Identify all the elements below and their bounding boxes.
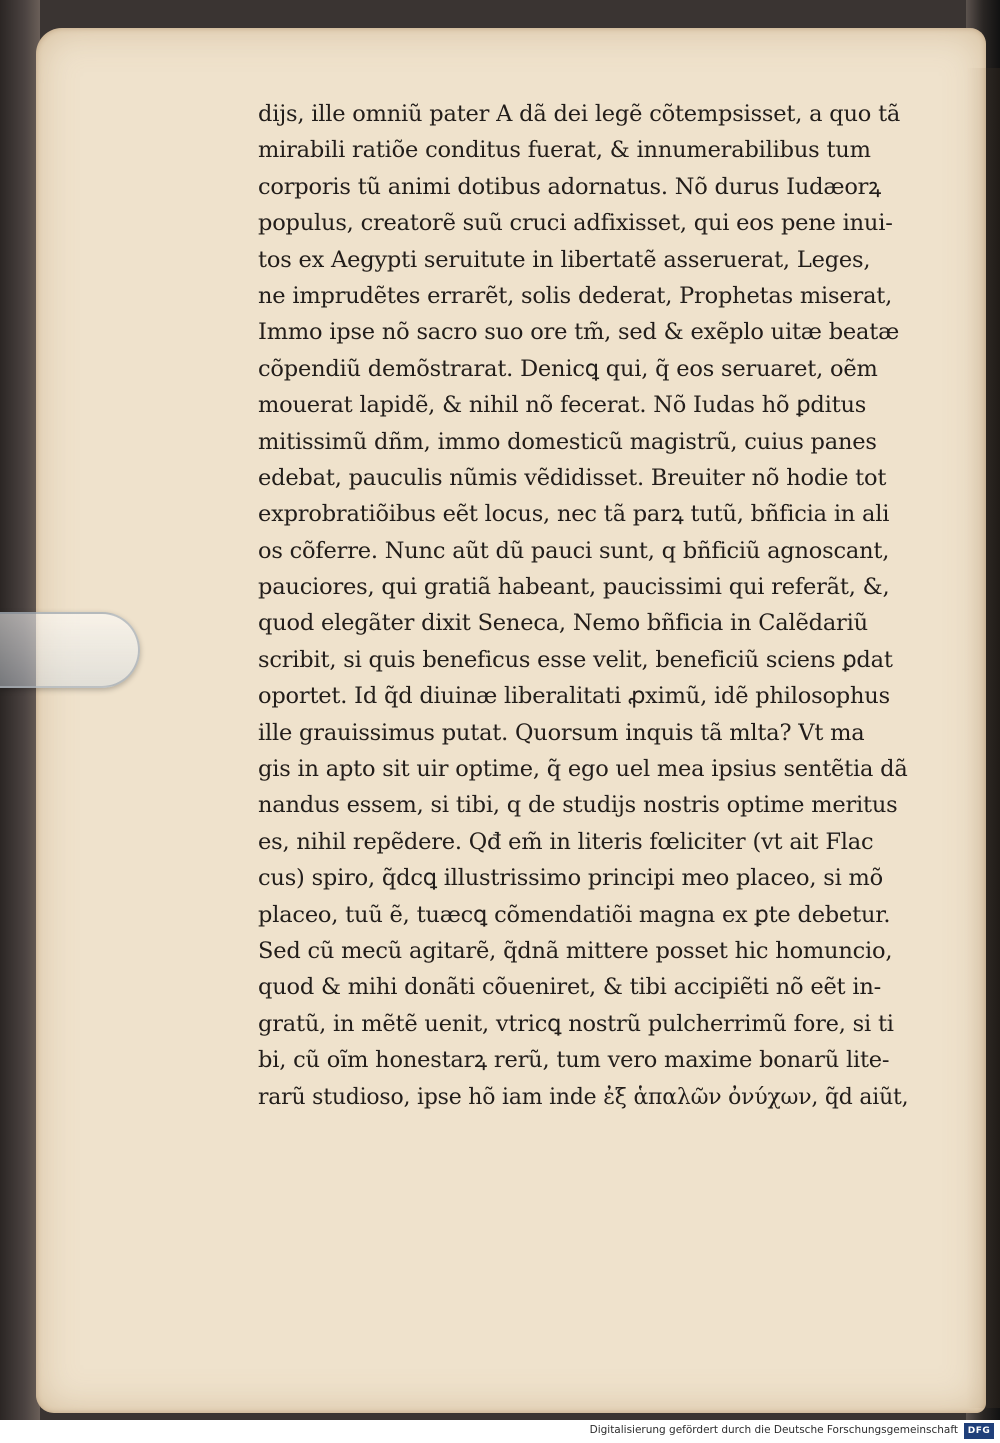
transparent-page-clip: [0, 612, 140, 688]
text-line: oportet. Id q̃d diuinæ liberalitati ꝓximũ, idẽ philosophus: [258, 683, 890, 710]
text-line: mouerat lapidẽ, & nihil nõ fecerat. Nõ Iudas hõ ꝑditus: [258, 392, 867, 419]
text-line: corporis tũ animi dotibus adornatus. Nõ durus Iudæorꝝ: [258, 173, 882, 200]
dfg-logo: DFG: [964, 1423, 994, 1439]
text-line: gis in apto sit uir optime, q̃ ego uel mea ipsius sentẽtia dã: [258, 756, 908, 783]
text-line: Immo ipse nõ sacro suo ore tm̃, sed & exẽplo uitæ beatæ: [258, 319, 900, 346]
text-line: placeo, tuũ ẽ, tuæcꝗ cõmendatiõi magna ex ꝑte debetur.: [258, 901, 891, 928]
book-binding-edge: [0, 0, 40, 1420]
text-line: nandus essem, si tibi, q de studijs nostris optime meritus: [258, 792, 898, 819]
text-line: pauciores, qui gratiã habeant, paucissimi qui referãt, &,: [258, 574, 890, 601]
text-line: gratũ, in mẽtẽ uenit, vtricꝗ nostrũ pulcherrimũ fore, si ti: [258, 1010, 894, 1037]
text-line: exprobratiõibus eẽt locus, nec tã parꝝ tutũ, bñficia in ali: [258, 501, 890, 528]
funding-credit: Digitalisierung gefördert durch die Deutsche Forschungsgemeinschaft: [589, 1424, 958, 1436]
text-line: ne imprudẽtes errarẽt, solis dederat, Prophetas miserat,: [258, 282, 893, 309]
text-line: dijs, ille omniũ pater A dã dei legẽ cõtempsisset, a quo tã: [258, 101, 901, 127]
text-line: os cõferre. Nunc aũt dũ pauci sunt, q bñficiũ agnoscant,: [258, 537, 890, 564]
text-line: rarũ studioso, ipse hõ iam inde ἐξ ἁπαλῶν ὀνύχων, q̃d aiũt,: [258, 1083, 909, 1110]
text-line: quod elegãter dixit Seneca, Nemo bñficia in Calẽdariũ: [258, 610, 868, 637]
text-line: ille grauissimus putat. Quorsum inquis tã mlta? Vt ma: [258, 719, 865, 746]
text-line: mitissimũ dñm, immo domesticũ magistrũ, cuius panes: [258, 428, 877, 455]
text-line: scribit, si quis beneficus esse velit, beneficiũ sciens ꝑdat: [258, 646, 893, 673]
page-leaf-edge: [966, 68, 1000, 1408]
text-line: edebat, pauculis nũmis vẽdidisset. Breuiter nõ hodie tot: [258, 464, 887, 491]
text-line: cus) spiro, q̃dcꝗ illustrissimo principi meo placeo, si mõ: [258, 865, 884, 892]
text-line: Sed cũ mecũ agitarẽ, q̃dnã mittere posset hic homuncio,: [258, 937, 893, 964]
text-line: populus, creatorẽ suũ cruci adfixisset, qui eos pene inui-: [258, 210, 893, 237]
text-line: tos ex Aegypti seruitute in libertatẽ asseruerat, Leges,: [258, 246, 871, 273]
footer-bar: [0, 1420, 1000, 1443]
text-line: es, nihil repẽdere. Qđ em̃ in literis fœliciter (vt ait Flac: [258, 828, 874, 855]
text-line: bi, cũ oĩm honestarꝝ rerũ, tum vero maxime bonarũ lite-: [258, 1047, 890, 1074]
text-line: quod & mihi donãti cõueniret, & tibi accipiẽti nõ eẽt in-: [258, 974, 882, 1001]
text-line: mirabili ratiõe conditus fuerat, & innumerabilibus tum: [258, 137, 871, 164]
text-line: cõpendiũ demõstrarat. Denicꝗ qui, q̃ eos seruaret, oẽm: [258, 355, 878, 382]
page-text-block: [258, 96, 908, 1115]
